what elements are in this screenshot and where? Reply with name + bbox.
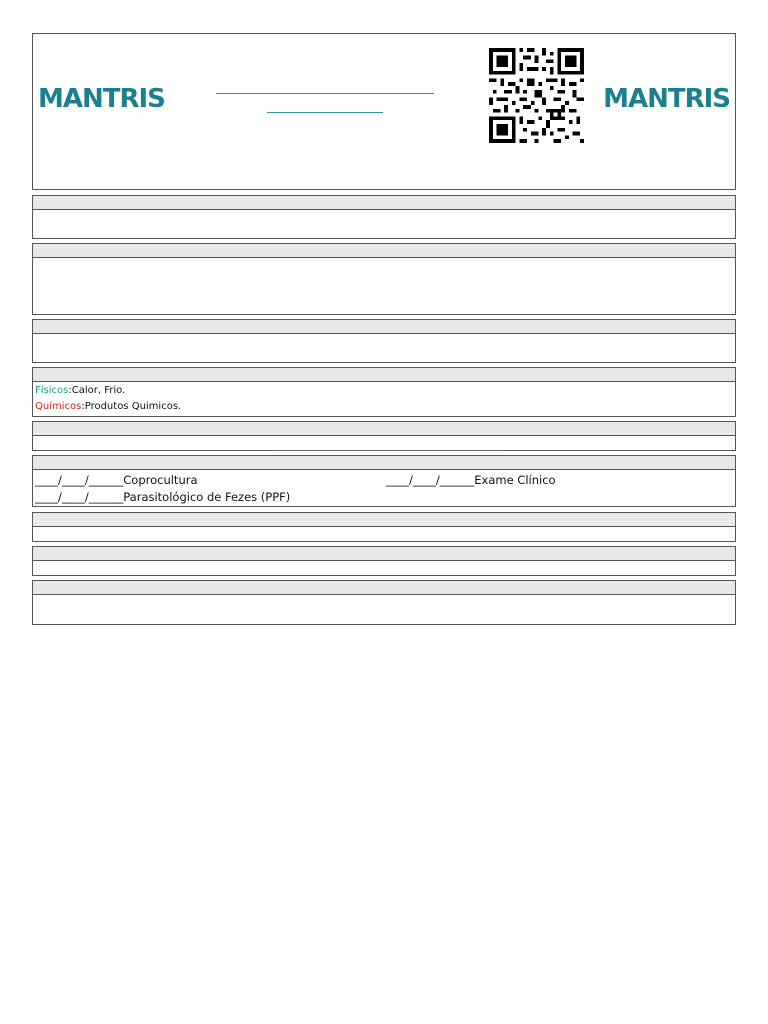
fisicos-value: Calor, Frio. <box>71 385 126 396</box>
section-exames <box>32 455 736 507</box>
section-1 <box>32 195 736 239</box>
title-underline <box>216 93 434 94</box>
exam-date: ____/____/______ <box>35 490 124 504</box>
section-2-header <box>33 244 735 258</box>
quimicos-label: Químicos <box>35 401 82 412</box>
exams-right-column <box>384 471 558 490</box>
exam-name: Coprocultura <box>123 473 198 487</box>
section-riscos-header <box>33 368 735 382</box>
section-9 <box>32 580 736 625</box>
exam-row <box>35 472 290 489</box>
fisicos-label: Físicos <box>35 385 69 396</box>
section-exames-header <box>33 456 735 470</box>
exam-name: Exame Clínico <box>474 473 556 487</box>
section-9-header <box>33 581 735 595</box>
mantris-logo-left: MANTRIS <box>38 84 165 114</box>
section-3-header <box>33 320 735 334</box>
subtitle-underline <box>267 112 383 113</box>
section-8 <box>32 546 736 576</box>
section-5 <box>32 421 736 451</box>
exam-row <box>386 472 556 489</box>
risco-fisicos: Físicos:Calor, Frio. <box>35 385 126 396</box>
section-2 <box>32 243 736 315</box>
exam-row <box>35 489 290 506</box>
quimicos-value: Produtos Quimicos. <box>84 401 182 412</box>
section-5-header <box>33 422 735 436</box>
section-riscos <box>32 367 736 417</box>
qr-code-icon <box>489 48 584 143</box>
exam-date: ____/____/______ <box>386 473 475 487</box>
signature-line <box>272 450 504 451</box>
exams-left-column <box>33 471 292 507</box>
mantris-logo-right: MANTRIS <box>603 84 730 114</box>
document-header <box>32 33 736 190</box>
exam-name: Parasitológico de Fezes (PPF) <box>123 490 291 504</box>
section-3 <box>32 319 736 363</box>
risco-quimicos: Químicos:Produtos Quimicos. <box>35 401 182 412</box>
section-7 <box>32 512 736 542</box>
section-1-header <box>33 196 735 210</box>
section-7-header <box>33 513 735 527</box>
exam-date: ____/____/______ <box>35 473 124 487</box>
section-8-header <box>33 547 735 561</box>
